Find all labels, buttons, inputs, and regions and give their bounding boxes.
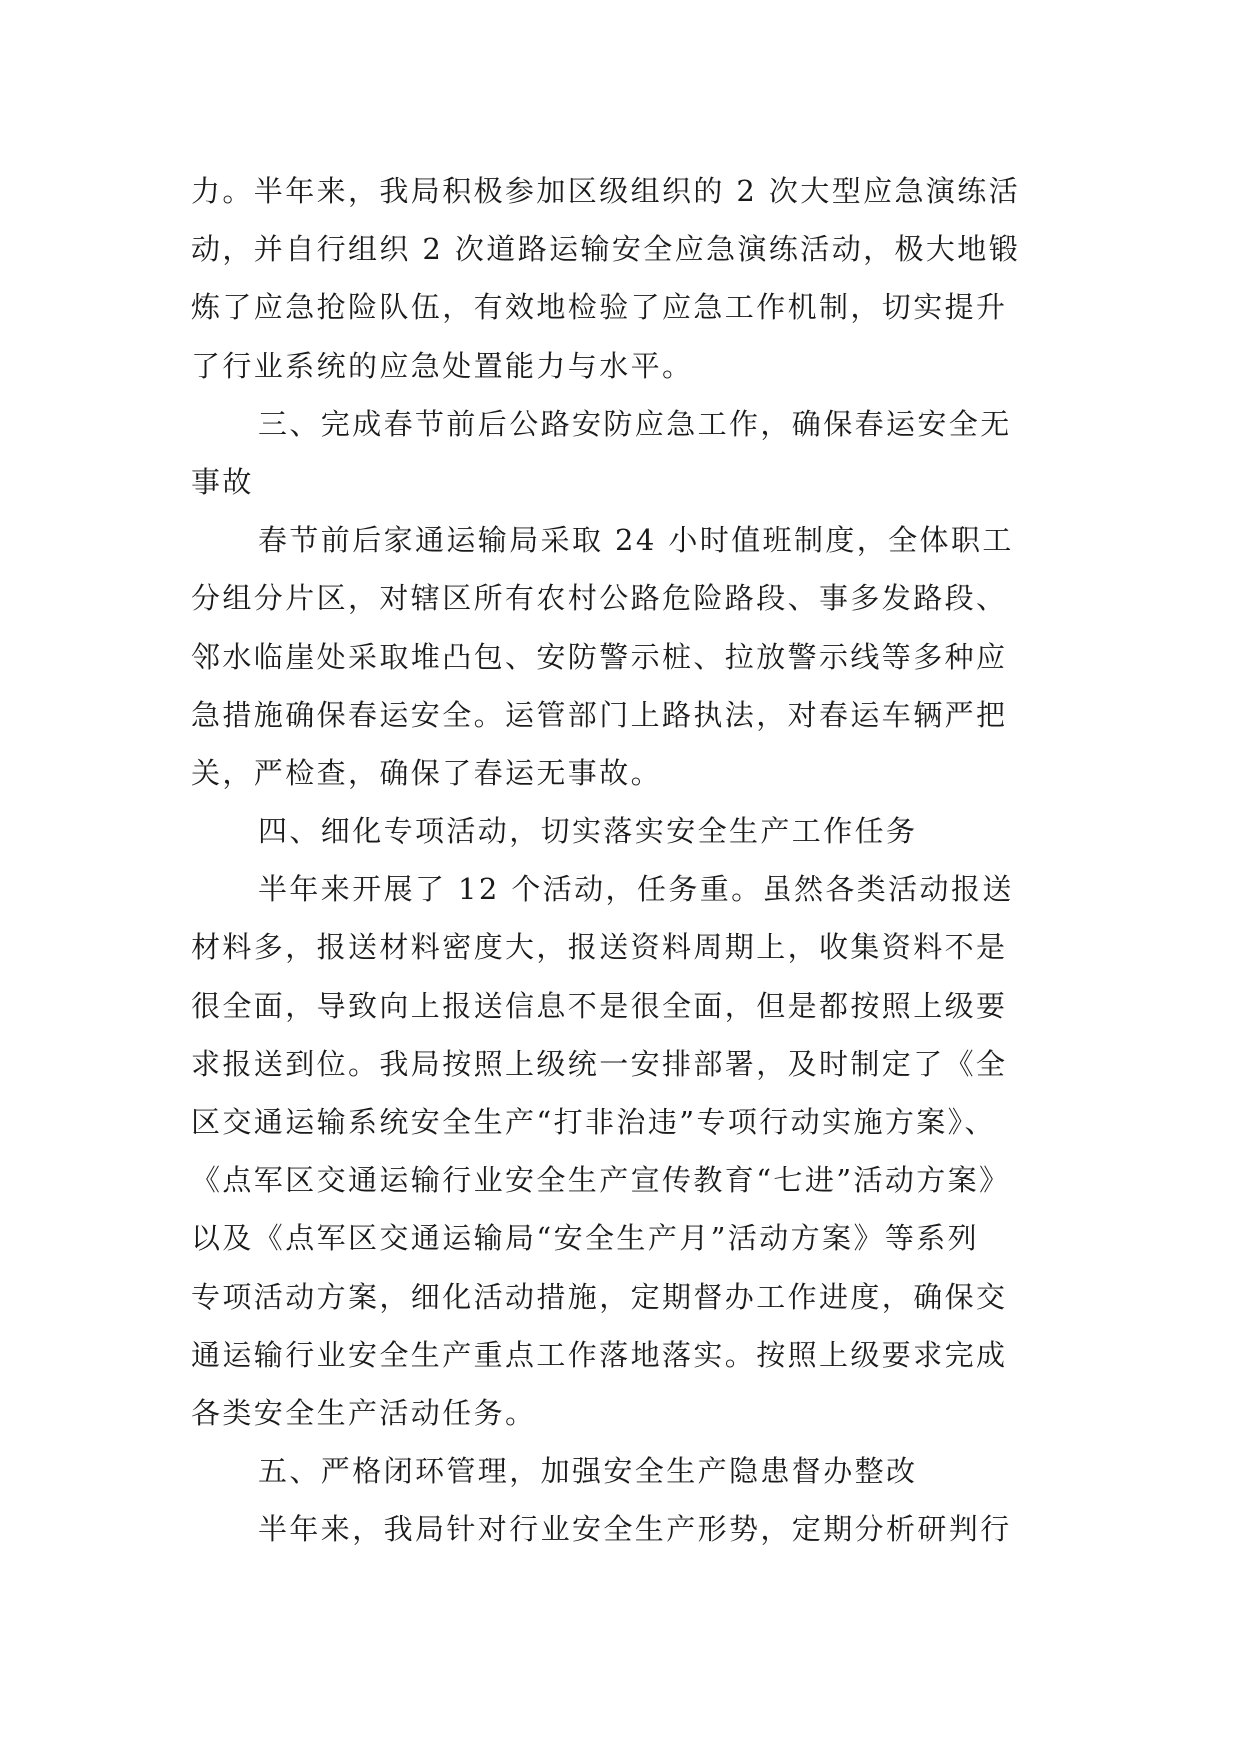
text-line: 《点军区交通运输行业安全生产宣传教育“七进”活动方案》 <box>191 1163 1011 1198</box>
text-line: 炼了应急抢险队伍，有效地检验了应急工作机制，切实提升 <box>191 290 1008 325</box>
section-heading: 五、严格闭环管理，加强安全生产隐患督办整改 <box>258 1454 918 1489</box>
text-line: 专项活动方案，细化活动措施，定期督办工作进度，确保交 <box>191 1279 1008 1314</box>
text-line: 通运输行业安全生产重点工作落地落实。按照上级要求完成 <box>191 1337 1008 1372</box>
text-line: 动，并自行组织 2 次道路运输安全应急演练活动，极大地锻 <box>191 232 1021 267</box>
text-line: 求报送到位。我局按照上级统一安排部署，及时制定了《全 <box>191 1046 1008 1081</box>
text-line: 材料多，报送材料密度大，报送资料周期上，收集资料不是 <box>191 930 1008 965</box>
text-line: 分组分片区，对辖区所有农村公路危险路段、事多发路段、 <box>191 581 1008 616</box>
text-line: 力。半年来，我局积极参加区级组织的 2 次大型应急演练活 <box>191 174 1021 208</box>
text-line: 以及《点军区交通运输局“安全生产月”活动方案》等系列 <box>191 1221 980 1256</box>
document-body <box>191 162 1051 1559</box>
text-line: 邻水临崖处采取堆凸包、安防警示桩、拉放警示线等多种应 <box>191 639 1008 674</box>
paragraph-start: 半年来，我局针对行业安全生产形势，定期分析研判行 <box>258 1512 1012 1547</box>
section-heading-continued: 事故 <box>191 464 254 499</box>
section-heading: 三、完成春节前后公路安防应急工作，确保春运安全无 <box>258 406 1012 441</box>
text-line: 关，严检查，确保了春运无事故。 <box>191 755 663 790</box>
paragraph-start: 春节前后家通运输局采取 24 小时值班制度，全体职工 <box>258 523 1014 558</box>
paragraph-start: 半年来开展了 12 个活动，任务重。虽然各类活动报送 <box>258 872 1014 907</box>
section-heading: 四、细化专项活动，切实落实安全生产工作任务 <box>258 814 918 849</box>
text-line: 了行业系统的应急处置能力与水平。 <box>191 348 694 383</box>
text-line: 急措施确保春运安全。运管部门上路执法，对春运车辆严把 <box>191 697 1008 732</box>
text-line: 区交通运输系统安全生产“打非治违”专项行动实施方案》、 <box>191 1105 996 1139</box>
text-line: 各类安全生产活动任务。 <box>191 1395 537 1430</box>
text-line: 很全面，导致向上报送信息不是很全面，但是都按照上级要 <box>191 988 1008 1023</box>
